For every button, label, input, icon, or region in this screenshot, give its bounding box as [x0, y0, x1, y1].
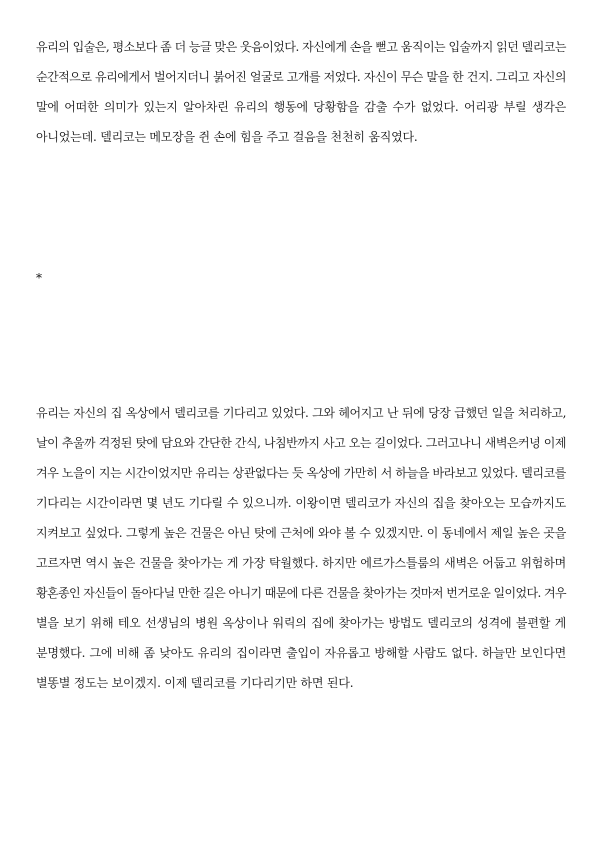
- text-line: 지켜보고 싶었다. 그렇게 높은 건물은 아닌 탓에 근처에 와야 볼 수 있겠지만. 이 동네에서 제일 높은 곳을: [36, 526, 566, 540]
- text-line: 아니었는데. 델리코는 메모장을 쥔 손에 힘을 주고 걸음을 천천히 움직였다.: [36, 130, 418, 144]
- text-line: 기다리는 시간이라면 몇 년도 기다릴 수 있으니까. 이왕이면 델리코가 자신의 집을 찾아오는 모습까지도: [36, 496, 566, 510]
- text-line: 유리의 입술은, 평소보다 좀 더 능글 맞은 웃음이었다. 자신에게 손을 뻗고 움직이는 입술까지 읽던 델리코는: [36, 40, 566, 54]
- paragraph-2: [36, 398, 566, 698]
- text-line: 유리는 자신의 집 옥상에서 델리코를 기다리고 있었다. 그와 헤어지고 난 뒤에 당장 급했던 일을 처리하고,: [36, 406, 566, 420]
- section-separator: *: [36, 271, 42, 285]
- text-line: 별똥별 정도는 보이겠지. 이제 델리코를 기다리기만 하면 된다.: [36, 676, 354, 690]
- text-line: 황혼종인 자신들이 돌아다닐 만한 길은 아니기 때문에 다른 건물을 찾아가는 것마저 번거로운 일이었다. 겨우: [36, 586, 566, 600]
- paragraph-1: [36, 32, 566, 152]
- text-line: 고르자면 역시 높은 건물을 찾아가는 게 가장 탁월했다. 하지만 에르가스틀룸의 새벽은 어둡고 위험하며: [36, 556, 566, 570]
- text-line: 겨우 노을이 지는 시간이었지만 유리는 상관없다는 듯 옥상에 가만히 서 하늘을 바라보고 있었다. 델리코를: [36, 466, 566, 480]
- text-line: 순간적으로 유리에게서 벌어지더니 붉어진 얼굴로 고개를 저었다. 자신이 무슨 말을 한 건지. 그리고 자신의: [36, 70, 566, 84]
- text-line: 별을 보기 위해 테오 선생님의 병원 옥상이나 워릭의 집에 찾아가는 방법도 델리코의 성격에 불편할 게: [36, 616, 566, 630]
- text-line: 분명했다. 그에 비해 좀 낮아도 유리의 집이라면 출입이 자유롭고 방해할 사람도 없다. 하늘만 보인다면: [36, 646, 566, 660]
- text-line: 말에 어떠한 의미가 있는지 알아차린 유리의 행동에 당황함을 감출 수가 없었다. 어리광 부릴 생각은: [36, 100, 566, 114]
- text-line: 날이 추울까 걱정된 탓에 담요와 간단한 간식, 나침반까지 사고 오는 길이었다. 그러고나니 새벽은커녕 이제: [36, 436, 566, 450]
